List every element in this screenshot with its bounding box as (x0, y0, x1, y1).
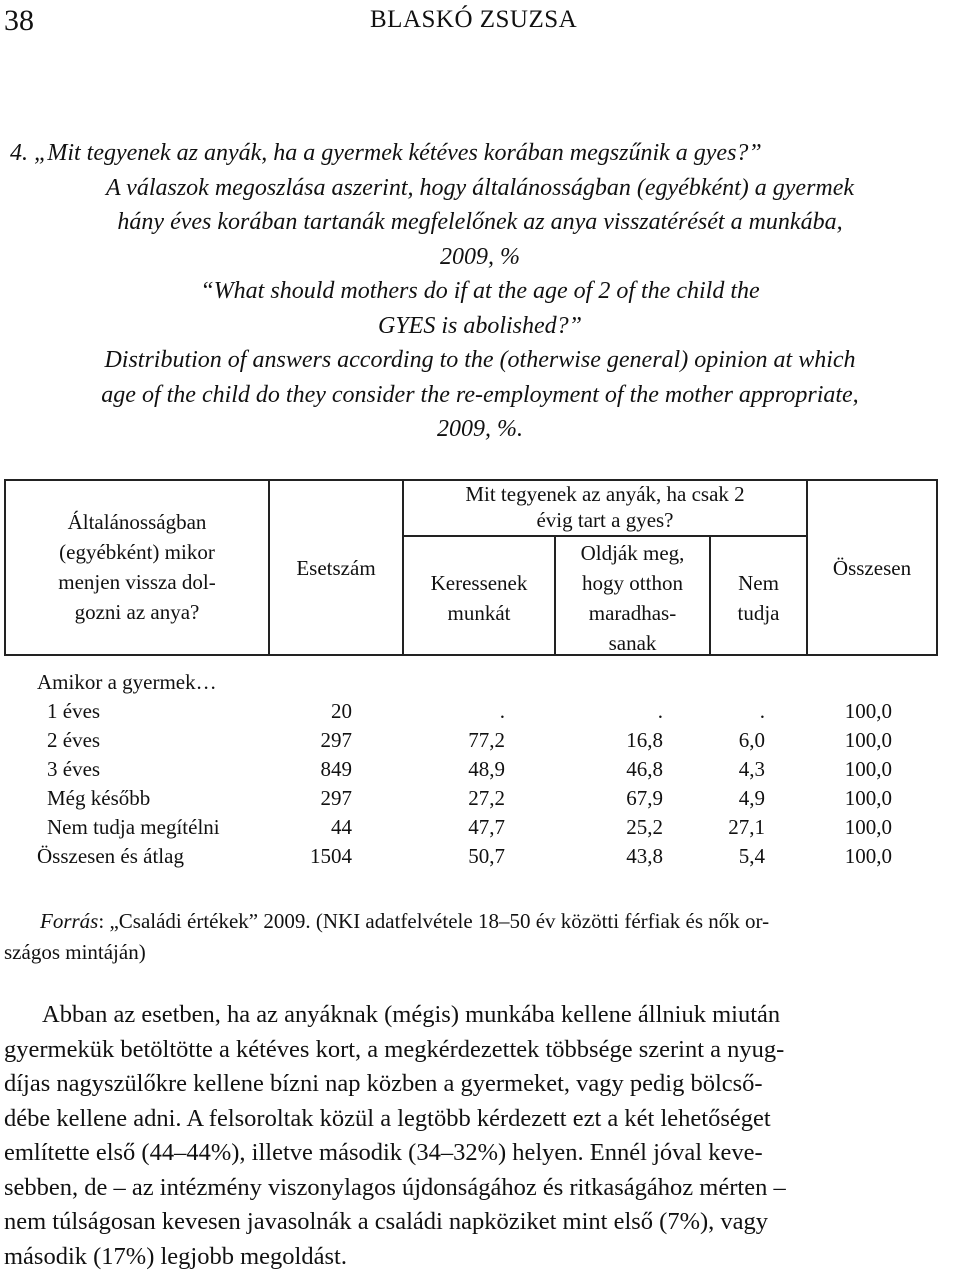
row-nem-tudja: 5,4 (738, 844, 765, 868)
row-osszesen: 100,0 (844, 815, 892, 839)
row-osszesen: 100,0 (844, 757, 892, 781)
row-n: 297 (320, 786, 352, 810)
section-label-row (0, 667, 960, 697)
row-nem-tudja: 6,0 (738, 728, 765, 752)
row-keressenek: 47,7 (468, 815, 505, 839)
row-oldjak: 16,8 (626, 728, 663, 752)
subheader-oldjak: Oldják meg, hogy otthon maradhas- sanak (580, 541, 685, 655)
caption-line: GYES is abolished?” (377, 312, 583, 339)
table-header (4, 479, 938, 656)
table-caption (0, 136, 960, 447)
paragraph-line: débe kellene adni. A felsoroltak közül a legtöbb kérdezett ezt a két lehetőséget (4, 1104, 771, 1132)
paragraph-line: említette első (44–44%), illetve második (34–32%) helyen. Ennél jóval keve- (4, 1139, 763, 1166)
caption-line: 2009, % (440, 243, 520, 270)
row-n: 44 (331, 815, 352, 839)
row-label: Nem tudja megítélni (47, 815, 220, 839)
row-osszesen: 100,0 (844, 844, 892, 868)
row-keressenek: 77,2 (468, 728, 505, 752)
row-oldjak: 43,8 (626, 844, 663, 868)
caption-line: Distribution of answers according to the (otherwise general) opinion at which (104, 347, 856, 373)
row-n: 1504 (310, 844, 352, 868)
running-head: BLASKÓ ZSUZSA (370, 6, 578, 33)
paragraph-line: díjas nagyszülőkre kellene bízni nap közben a gyermeket, vagy pedig bölcső- (4, 1070, 763, 1097)
row-keressenek: 48,9 (468, 757, 505, 781)
paragraph-line: második (17%) legjobb megoldást. (4, 1242, 347, 1270)
row-osszesen: 100,0 (844, 786, 892, 810)
row-osszesen: 100,0 (844, 728, 892, 752)
source-text: : „Családi értékek” 2009. (NKI adatfelvétele 18–50 év közötti férfiak és nők or- (98, 909, 770, 933)
row-label: 3 éves (47, 757, 101, 781)
group-header: Mit tegyenek az anyák, ha csak 2 évig tart a gyes? (465, 482, 745, 532)
row-nem-tudja: . (759, 699, 765, 723)
page-number: 38 (4, 4, 34, 37)
row-n: 297 (320, 728, 352, 752)
row-osszesen: 100,0 (844, 699, 892, 723)
caption-line: hány éves korában tartanák megfelelőnek az anya visszatérését a munkába, (117, 209, 843, 235)
subheader-keressenek: Keressenek munkát (430, 571, 528, 625)
row-keressenek: 27,2 (468, 786, 505, 810)
table-rule (4, 654, 938, 656)
caption-line: 4. „Mit tegyenek az anyák, ha a gyermek kétéves korában megszűnik a gyes?” (10, 140, 762, 166)
table-row (0, 812, 960, 842)
row-oldjak: . (657, 699, 663, 723)
caption-line: 2009, %. (437, 416, 523, 442)
row-nem-tudja: 4,3 (738, 757, 765, 781)
caption-line: A válaszok megoszlása aszerint, hogy általánosságban (egyébként) a gyermek (105, 174, 855, 201)
paragraph-line: nem túlságosan kevesen javasolnák a családi napköziket mint első (7%), vagy (4, 1208, 769, 1235)
row-keressenek: . (499, 699, 505, 723)
row-label: Még később (47, 786, 151, 810)
subheader-nem-tudja: Nem tudja (737, 571, 780, 625)
body-paragraph (4, 998, 956, 1274)
row-label: Összesen és átlag (37, 844, 184, 868)
table-row-total (0, 841, 960, 871)
table-row (0, 725, 960, 755)
caption-line: age of the child do they consider the re-employment of the mother appropriate, (101, 381, 859, 408)
row-n: 849 (320, 757, 352, 781)
paragraph-line: sebben, de – az intézmény viszonylagos újdonságához és ritkaságához mérten – (4, 1173, 786, 1201)
source-note (4, 906, 956, 968)
source-text-cont: szágos mintáján) (4, 940, 146, 964)
row-oldjak: 67,9 (626, 786, 663, 810)
table-row (0, 696, 960, 726)
table-rule (402, 535, 808, 537)
page-header (0, 0, 960, 44)
table-rule (936, 479, 938, 656)
col-header-esetszam: Esetszám (296, 556, 376, 580)
row-n: 20 (331, 699, 352, 723)
row-keressenek: 50,7 (468, 844, 505, 868)
row-nem-tudja: 27,1 (728, 815, 765, 839)
paragraph-line: Abban az esetben, ha az anyáknak (mégis) munkába kellene állniuk miután (42, 1001, 781, 1028)
section-label: Amikor a gyermek… (37, 670, 217, 694)
row-label: 1 éves (47, 699, 101, 723)
col-header-question: Általánosságban (egyébként) mikor menjen vissza dol- gozni az anya? (58, 510, 216, 624)
row-oldjak: 25,2 (626, 815, 663, 839)
paragraph-line: gyermekük betöltötte a kétéves kort, a megkérdezettek többsége szerint a nyug- (4, 1035, 785, 1063)
row-label: 2 éves (47, 728, 101, 752)
row-nem-tudja: 4,9 (738, 786, 765, 810)
row-oldjak: 46,8 (626, 757, 663, 781)
source-label: Forrás (40, 909, 99, 933)
table-row (0, 783, 960, 813)
table-row (0, 754, 960, 784)
col-header-osszesen: Összesen (832, 556, 912, 580)
caption-line: “What should mothers do if at the age of 2 of the child the (200, 278, 760, 304)
